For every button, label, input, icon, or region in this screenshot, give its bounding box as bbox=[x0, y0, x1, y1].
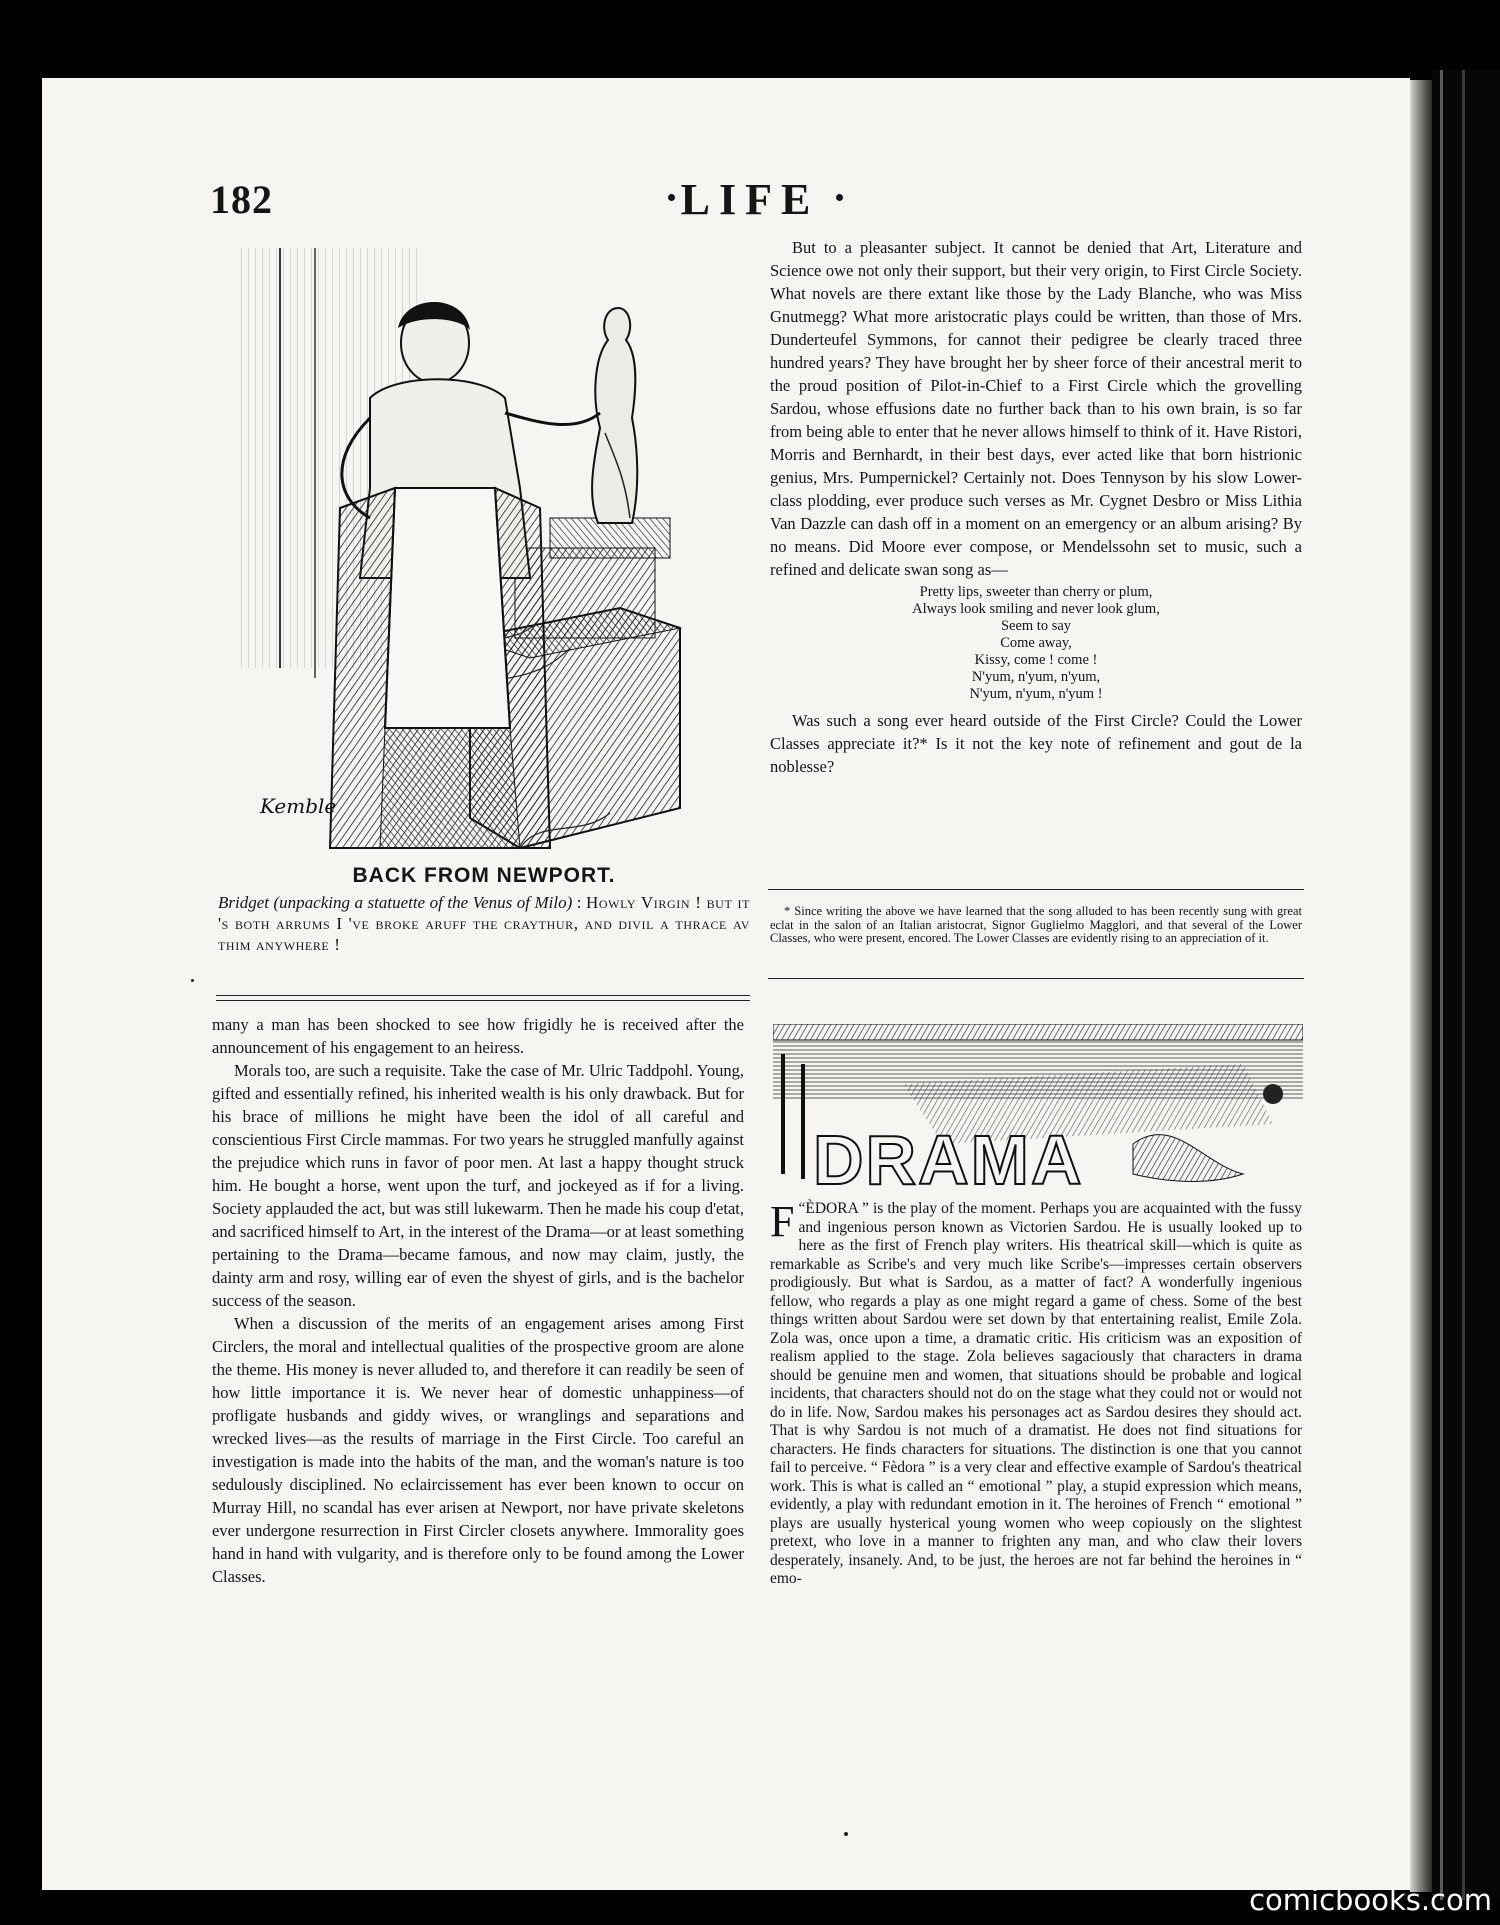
watermark: comicbooks.com bbox=[1249, 1883, 1492, 1917]
poem-line: Come away, bbox=[1000, 635, 1072, 651]
cartoon-signature: Kemble bbox=[260, 794, 337, 818]
print-speck bbox=[844, 1832, 848, 1836]
footnote-rule bbox=[768, 889, 1304, 890]
right-column bbox=[770, 236, 1302, 778]
opening-quote: “ bbox=[798, 1200, 806, 1217]
cartoon-caption: Bridget (unpacking a statuette of the Venus of Milo) : Howly Virgin ! but it 's both arrums I 've broke aruff the craythur, and divil a thrace av thim anywhere ! bbox=[218, 893, 751, 954]
drama-article bbox=[770, 1197, 1302, 1589]
footnote-text: * Since writing the above we have learned that the song alluded to has been recently sung with great eclat in the salon of an Italian aristocrat, Signor Guglielmo Magglori, and that several of the Lower Classes, who were present, encored. The Lower Classes are evidently rising to an appreciation of it. bbox=[770, 904, 1302, 945]
caption-rule-bottom bbox=[216, 1000, 750, 1001]
poem-line: Pretty lips, sweeter than cherry or plum, bbox=[919, 584, 1153, 600]
book-spine bbox=[1432, 70, 1500, 1900]
masthead-title: LIFE bbox=[680, 175, 820, 224]
caption-speaker: Bridget bbox=[218, 893, 269, 912]
drama-banner bbox=[773, 1024, 1303, 1194]
poem-line: N'yum, n'yum, n'yum, bbox=[971, 669, 1101, 685]
caption-rule-top bbox=[216, 995, 750, 996]
poem-line: N'yum, n'yum, n'yum ! bbox=[969, 686, 1103, 702]
section-rule bbox=[768, 978, 1304, 979]
left-column bbox=[212, 1013, 744, 1588]
poem-line: Seem to say bbox=[1000, 618, 1072, 634]
footnote bbox=[770, 905, 1302, 946]
poem bbox=[770, 584, 1302, 703]
paragraph: When a discussion of the merits of an engagement arises among First Circlers, the moral and intellectual qualities of the prospective groom are alone the theme. His money is never alluded to, and therefore it can readily be seen of how little importance it is. We never hear of domestic unhappiness—of profligate husbands and giddy wives, or wranglings and separations and wrecked lives—as the results of marriage in the First Circle. Too careful an investigation is made into the habits of the man, and the woman's nature is too sedulously disciplined. No eclaircissement has ever been known to occur on Murray Hill, no scandal has ever arisen at Newport, nor have private skeletons ever undergone resurrection in First Circler closets anywhere. Immorality goes hand in hand with vulgarity, and is therefore only to be found among the Lower Classes. bbox=[212, 1314, 744, 1586]
poem-line: Kissy, come ! come ! bbox=[974, 652, 1098, 668]
page-number: 182 bbox=[210, 177, 273, 222]
caption-dialogue: Howly Virgin ! but it 's both arrums I 've broke aruff the craythur, and divil a thrace av thim anywhere ! bbox=[218, 893, 751, 954]
paragraph: But to a pleasanter subject. It cannot be denied that Art, Literature and Science owe not only their support, but their very origin, to First Circle Society. What novels are there extant like those by the Lady Blanche, who was Miss Gnutmegg? What more aristocratic plays could be written, than those of Mrs. Dunderteufel Symmons, for cannot their pedigree be clearly traced three hundred years? They have brought her by sheer force of their ancestral merit to the proud position of Pilot-in-Chief to a First Circle which the grovelling Sardou, whose effusions date no further back than to his own brain, is so far from being able to enter that he never allows himself to think of it. Have Ristori, Morris and Bernhardt, in their best days, ever acted like that born histrionic genius, Mrs. Pumpernickel? Certainly not. Does Tennyson by his slow Lower-class plodding, ever produce such verses as Mr. Cygnet Desbro or Miss Lithia Van Dazzle can dash off in a moment on an emergency or an album arising? By no means. Did Moore ever compose, or Mendelssohn set to music, such a refined and delicate swan song as— bbox=[770, 238, 1302, 579]
paragraph: many a man has been shocked to see how frigidly he is received after the announcement of his engagement to an heiress. bbox=[212, 1015, 744, 1057]
paragraph: Was such a song ever heard outside of the First Circle? Could the Lower Classes appreciate it?* Is it not the key note of refinement and gout de la noblesse? bbox=[770, 711, 1302, 776]
page-binding-shadow bbox=[1410, 80, 1432, 1892]
drama-text-block bbox=[770, 1197, 1302, 1589]
poem-line: Always look smiling and never look glum, bbox=[912, 601, 1160, 617]
caption-stage-direction: (unpacking a statuette of the Venus of Milo) bbox=[273, 893, 573, 912]
cartoon-title: BACK FROM NEWPORT. bbox=[352, 864, 616, 887]
paragraph: Morals too, are such a requisite. Take the case of Mr. Ulric Taddpohl. Young, gifted and essentially refined, his inherited wealth is his only drawback. But for his brace of millions he might have been the idol of all careful and conscientious First Circle mammas. For two years he struggled manfully against the prejudice which runs in favor of poor men. At last a happy thought struck him. He bought a horse, went upon the turf, and jockeyed as if for a living. Society applauded the act, but was still lukewarm. Then he made his coup d'etat, and sacrificed himself to Art, in the interest of the Drama—or at least something pertaining to the Drama—became famous, and now may claim, justly, the dainty arm and rosy, willing ear of even the shyest of girls, and is the bachelor success of the season. bbox=[212, 1061, 744, 1310]
drop-cap: F bbox=[770, 1197, 795, 1246]
cartoon-illustration bbox=[220, 248, 748, 858]
print-speck bbox=[191, 979, 194, 982]
masthead-dot-right bbox=[836, 194, 843, 201]
drama-banner-title: DRAMA bbox=[813, 1121, 1084, 1194]
drama-paragraph: ÈDORA ” is the play of the moment. Perhaps you are acquainted with the fussy and ingenious person known as Victorien Sardou. He is usually looked up to here as the first of French play writers. His theatrical skill—which is quite as remarkable as Scribe's and very much like Scribe's—impresses certain observers prodigiously. But what is Sardou, as a matter of fact? A wonderfully ingenious fellow, who regards a play as one might regard a game of chess. Some of the best things written about Sardou were set down by that entertaining realist, Emile Zola. Zola was, once upon a time, a dramatic critic. His criticism was an exposition of realism applied to the stage. Zola believes sagaciously that characters in drama should be genuine men and women, that situations should be probable and logical incidents, that characters should not do on the stage what they could not or would not do in life. Now, Sardou makes his personages act as Sardou desires they should act. That is why Sardou is not much of a dramatist. He does not find situations for characters. He finds characters for situations. The distinction is one that you cannot fail to perceive. “ Fèdora ” is a very clear and effective example of Sardou's theatrical work. This is what is called an “ emotional ” play, a stupid expression which means, evidently, a play with redundant emotion in it. The heroines of French “ emotional ” plays are usually hysterical young women who weep copiously on the slightest pretext, who love in a manner to frighten any man, and who claw their lovers desperately, insanely. And, to be just, the heroes are not far behind the heroines in “ emo- bbox=[770, 1200, 1302, 1587]
